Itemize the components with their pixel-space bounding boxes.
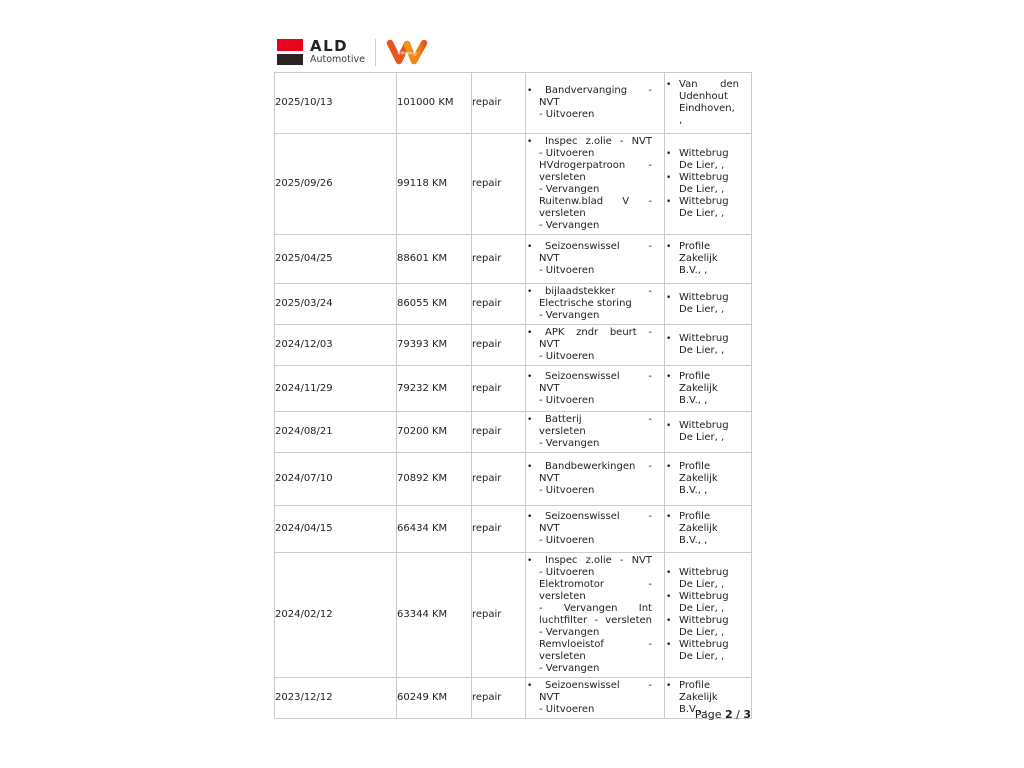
supplier-cell: [665, 134, 752, 235]
work-item-line: versleten: [539, 426, 586, 437]
date-cell: 2025/10/13: [275, 73, 397, 134]
work-item-line: luchtfilter - versleten: [539, 615, 652, 626]
mileage-cell: 88601 KM: [397, 235, 472, 284]
bullet-icon: •: [527, 681, 533, 691]
work-item-line: NVT: [539, 339, 560, 350]
service-type-cell: repair: [472, 366, 526, 412]
work-item-line: bijlaadstekker -: [545, 286, 652, 297]
work-items-cell: [526, 235, 665, 284]
work-item-line: Electrische storing: [539, 298, 632, 309]
work-item-line: - Uitvoeren: [539, 535, 595, 546]
mileage-cell: 63344 KM: [397, 553, 472, 678]
work-item: [526, 241, 664, 277]
work-item-line: - Uitvoeren: [539, 704, 595, 715]
supplier-cell: [665, 366, 752, 412]
bullet-icon: •: [527, 462, 533, 472]
supplier-name: Profile Zakelijk B.V., ,: [679, 680, 718, 715]
bullet-icon: •: [666, 592, 672, 602]
work-items-cell: [526, 506, 665, 553]
logo-divider: [375, 39, 376, 66]
mileage-cell: 70892 KM: [397, 453, 472, 506]
ald-logo-icon: [277, 39, 303, 65]
work-items-cell: [526, 134, 665, 235]
work-item-text: [539, 511, 652, 547]
service-type-cell: repair: [472, 235, 526, 284]
work-item-line: NVT: [539, 253, 560, 264]
bullet-icon: •: [666, 512, 672, 522]
bullet-icon: •: [666, 681, 672, 691]
bullet-icon: •: [527, 242, 533, 252]
mileage-cell: 99118 KM: [397, 134, 472, 235]
work-item-line: Inspec z.olie - NVT: [545, 136, 652, 147]
supplier-name: Wittebrug De Lier, ,: [679, 333, 729, 356]
supplier-name: Profile Zakelijk B.V., ,: [679, 511, 718, 546]
supplier-item: [665, 333, 751, 357]
work-item-line: versleten: [539, 591, 586, 602]
bullet-icon: •: [666, 334, 672, 344]
work-item-line: - Uitvoeren: [539, 567, 595, 578]
work-item-line: - Uitvoeren: [539, 109, 595, 120]
service-type-cell: repair: [472, 412, 526, 453]
table-row: [275, 73, 752, 134]
work-item-line: - Vervangen: [539, 310, 600, 321]
work-item-line: - Uitvoeren: [539, 351, 595, 362]
supplier-name: Wittebrug De Lier, ,: [679, 148, 729, 171]
table-row: [275, 453, 752, 506]
supplier-name: Wittebrug De Lier, ,: [679, 172, 729, 195]
page-separator: /: [736, 708, 740, 721]
work-item-line: - Uitvoeren: [539, 394, 595, 406]
table-row: [275, 553, 752, 678]
work-item-line: versleten: [539, 172, 586, 183]
bullet-icon: •: [666, 149, 672, 159]
work-item-line: versleten: [539, 208, 586, 219]
supplier-name: Profile Zakelijk B.V., ,: [679, 370, 718, 406]
bullet-icon: •: [666, 568, 672, 578]
bullet-icon: •: [666, 462, 672, 472]
work-item: [526, 327, 664, 363]
work-item: [526, 286, 664, 322]
mileage-cell: 101000 KM: [397, 73, 472, 134]
mileage-cell: 79393 KM: [397, 325, 472, 366]
mileage-cell: 66434 KM: [397, 506, 472, 553]
work-item-line: NVT: [539, 473, 560, 484]
supplier-item: [665, 639, 751, 663]
work-item-text: [539, 461, 652, 497]
supplier-name: Profile Zakelijk B.V., ,: [679, 241, 718, 276]
work-item: [526, 461, 664, 497]
mileage-cell: 60249 KM: [397, 678, 472, 719]
service-type-cell: repair: [472, 453, 526, 506]
service-type-cell: repair: [472, 506, 526, 553]
work-item-line: Remvloeistof -: [539, 639, 652, 650]
supplier-item: [665, 591, 751, 615]
work-item-line: Seizoenswissel -: [545, 511, 652, 522]
supplier-cell: [665, 412, 752, 453]
service-type-cell: repair: [472, 553, 526, 678]
bullet-icon: •: [527, 371, 533, 382]
bullet-icon: •: [527, 556, 533, 566]
page-indicator: [274, 708, 751, 722]
date-cell: 2024/08/21: [275, 412, 397, 453]
ald-logo-text: [310, 39, 365, 65]
table-row: [275, 366, 752, 412]
work-item-line: Bandvervanging -: [545, 85, 652, 96]
service-type-cell: repair: [472, 284, 526, 325]
supplier-name: Van den Udenhout Eindhoven, ,: [679, 79, 739, 126]
bullet-icon: •: [527, 137, 533, 147]
table-row: [275, 325, 752, 366]
supplier-name: Wittebrug De Lier, ,: [679, 420, 729, 443]
supplier-cell: [665, 506, 752, 553]
wittebrug-logo-label: wittebrug: [397, 50, 417, 56]
work-item-line: Seizoenswissel -: [545, 241, 652, 252]
work-item-line: NVT: [539, 382, 560, 394]
work-item-text: [539, 85, 652, 121]
mileage-cell: 86055 KM: [397, 284, 472, 325]
work-item-line: APK zndr beurt -: [545, 327, 652, 338]
header: [277, 37, 428, 67]
date-cell: 2025/04/25: [275, 235, 397, 284]
brand-subtitle: Automotive: [310, 54, 365, 65]
table-row: [275, 134, 752, 235]
work-item-text: [539, 371, 652, 407]
bullet-icon: •: [666, 616, 672, 626]
bullet-icon: •: [666, 371, 672, 382]
service-type-cell: repair: [472, 325, 526, 366]
date-cell: 2025/03/24: [275, 284, 397, 325]
bullet-icon: •: [666, 242, 672, 252]
supplier-cell: [665, 73, 752, 134]
work-item-line: versleten: [539, 651, 586, 662]
work-items-cell: [526, 73, 665, 134]
work-item-text: [539, 136, 652, 232]
supplier-item: [665, 461, 751, 497]
table-row: [275, 235, 752, 284]
work-item-line: - Vervangen: [539, 220, 600, 231]
bullet-icon: •: [527, 287, 533, 297]
work-item: [526, 511, 664, 547]
date-cell: 2024/02/12: [275, 553, 397, 678]
bullet-icon: •: [666, 293, 672, 303]
service-type-cell: repair: [472, 73, 526, 134]
service-type-cell: repair: [472, 134, 526, 235]
wittebrug-logo-icon: [386, 38, 428, 66]
page-total: 3: [743, 708, 751, 721]
date-cell: 2024/07/10: [275, 453, 397, 506]
work-item-line: Inspec z.olie - NVT: [545, 555, 652, 566]
work-items-cell: [526, 553, 665, 678]
supplier-item: [665, 241, 751, 277]
work-item-line: - Vervangen: [539, 184, 600, 195]
table-row: [275, 506, 752, 553]
bullet-icon: •: [666, 640, 672, 650]
work-item-line: Seizoenswissel -: [545, 370, 652, 382]
bullet-icon: •: [527, 86, 533, 96]
date-cell: 2025/09/26: [275, 134, 397, 235]
page-label: Page: [694, 708, 722, 721]
work-item-line: NVT: [539, 692, 560, 703]
supplier-item: [665, 511, 751, 547]
supplier-item: [665, 567, 751, 591]
work-items-cell: [526, 412, 665, 453]
supplier-name: Wittebrug De Lier, ,: [679, 615, 729, 638]
bullet-icon: •: [666, 197, 672, 207]
mileage-cell: 79232 KM: [397, 366, 472, 412]
work-item-line: - Vervangen: [539, 663, 600, 674]
work-item: [526, 414, 664, 450]
work-items-cell: [526, 284, 665, 325]
page-current: 2: [724, 708, 733, 721]
supplier-item: [665, 172, 751, 196]
date-cell: 2024/04/15: [275, 506, 397, 553]
service-type-cell: repair: [472, 678, 526, 719]
table-row: [275, 412, 752, 453]
work-item-line: NVT: [539, 523, 560, 534]
supplier-name: Wittebrug De Lier, ,: [679, 567, 729, 590]
work-item-line: Bandbewerkingen -: [545, 461, 652, 472]
brand-name: ALD: [310, 37, 349, 55]
table-row: [275, 284, 752, 325]
work-item-text: [539, 414, 652, 450]
work-items-cell: [526, 453, 665, 506]
work-item: [526, 136, 664, 232]
bullet-icon: •: [666, 421, 672, 431]
work-item-line: Elektromotor -: [539, 579, 652, 590]
supplier-item: [665, 292, 751, 316]
work-item-text: [539, 327, 652, 363]
work-items-cell: [526, 325, 665, 366]
work-item: [526, 85, 664, 121]
bullet-icon: •: [666, 80, 672, 90]
supplier-item: [665, 420, 751, 444]
work-item: [526, 371, 664, 407]
work-item-text: [539, 241, 652, 277]
supplier-item: [665, 615, 751, 639]
supplier-cell: [665, 453, 752, 506]
date-cell: 2024/12/03: [275, 325, 397, 366]
supplier-cell: [665, 284, 752, 325]
supplier-name: Wittebrug De Lier, ,: [679, 292, 729, 315]
work-item: [526, 555, 664, 675]
work-item-text: [539, 286, 652, 322]
supplier-name: Wittebrug De Lier, ,: [679, 639, 729, 662]
supplier-cell: [665, 235, 752, 284]
date-cell: 2024/11/29: [275, 366, 397, 412]
supplier-cell: [665, 553, 752, 678]
work-item-line: Ruitenw.blad V -: [539, 196, 652, 207]
supplier-name: Profile Zakelijk B.V., ,: [679, 461, 718, 496]
bullet-icon: •: [527, 512, 533, 522]
supplier-item: [665, 196, 751, 220]
supplier-name: Wittebrug De Lier, ,: [679, 591, 729, 614]
work-item-line: - Uitvoeren: [539, 485, 595, 496]
bullet-icon: •: [527, 328, 533, 338]
work-items-cell: [526, 366, 665, 412]
supplier-item: [665, 148, 751, 172]
supplier-cell: [665, 325, 752, 366]
work-item-line: - Vervangen Int: [539, 603, 652, 614]
supplier-item: [665, 79, 751, 127]
work-item-line: Seizoenswissel -: [545, 680, 652, 691]
work-item-text: [539, 555, 652, 675]
date-cell: 2023/12/12: [275, 678, 397, 719]
work-item-line: - Uitvoeren: [539, 265, 595, 276]
work-item-line: - Vervangen: [539, 438, 600, 449]
bullet-icon: •: [527, 415, 533, 425]
supplier-item: [665, 371, 751, 407]
supplier-name: Wittebrug De Lier, ,: [679, 196, 729, 219]
mileage-cell: 70200 KM: [397, 412, 472, 453]
maintenance-history-table: [274, 72, 752, 719]
work-item-line: - Uitvoeren: [539, 148, 595, 159]
work-item-line: HVdrogerpatroon -: [539, 160, 652, 171]
work-item-line: - Vervangen: [539, 627, 600, 638]
bullet-icon: •: [666, 173, 672, 183]
work-item-line: Batterij -: [545, 414, 652, 425]
work-item-line: NVT: [539, 97, 560, 108]
